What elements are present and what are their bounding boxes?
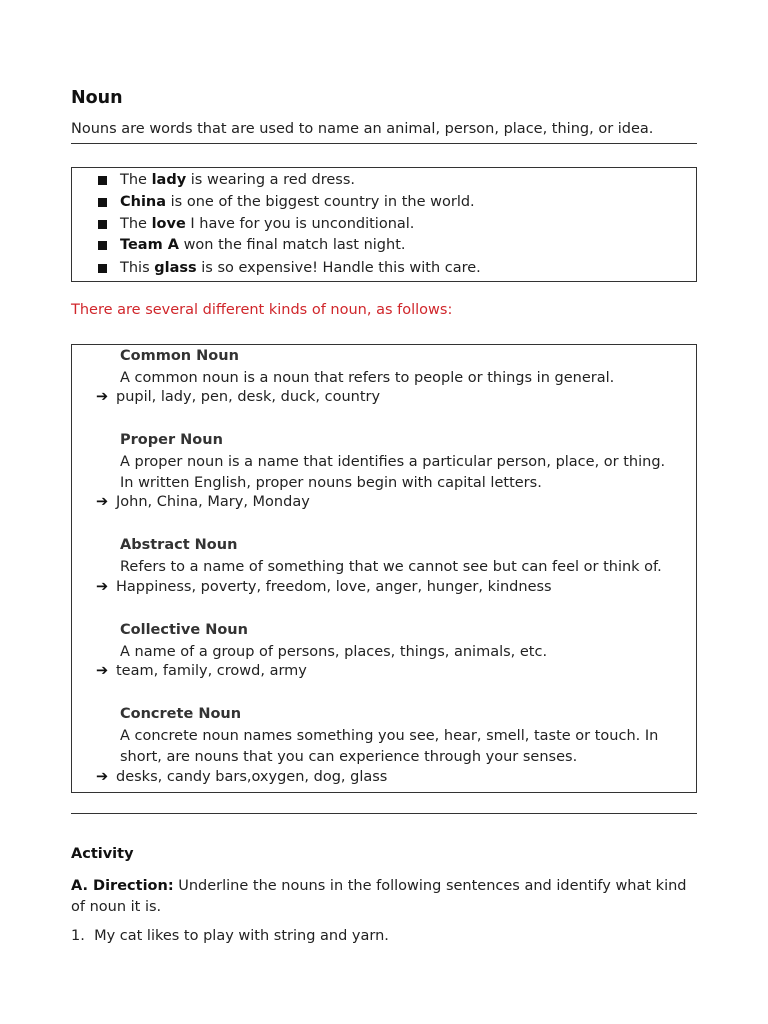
kind-name: Concrete Noun: [120, 706, 242, 722]
kind-examples: ➔ John, China, Mary, Monday: [96, 494, 310, 510]
kind-examples: ➔ desks, candy bars,oxygen, dog, glass: [96, 769, 388, 785]
arrow-right-icon: ➔: [96, 389, 109, 405]
arrow-right-icon: ➔: [96, 663, 109, 679]
kind-definition: A name of a group of persons, places, things, animals, etc.: [120, 644, 548, 660]
activity-item: 1. My cat likes to play with string and yarn.: [71, 928, 389, 944]
kind-definition: In written English, proper nouns begin with capital letters.: [120, 475, 542, 491]
kind-name: Collective Noun: [120, 622, 248, 638]
kind-definition: A proper noun is a name that identifies a particular person, place, or thing.: [120, 454, 666, 470]
page-title: Noun: [71, 88, 123, 108]
square-bullet-icon: [98, 176, 107, 185]
arrow-right-icon: ➔: [96, 579, 109, 595]
divider: [71, 813, 697, 814]
kind-definition: short, are nouns that you can experience through your senses.: [120, 749, 578, 765]
square-bullet-icon: [98, 264, 107, 273]
kind-definition: Refers to a name of something that we cannot see but can feel or think of.: [120, 559, 662, 575]
kinds-heading: There are several different kinds of noun, as follows:: [71, 302, 453, 318]
arrow-right-icon: ➔: [96, 494, 109, 510]
kind-examples: ➔ Happiness, poverty, freedom, love, anger, hunger, kindness: [96, 579, 552, 595]
examples-box: The lady is wearing a red dress. China is one of the biggest country in the world. The love I have for you is unconditional. Team A won the final match last night. This glass is so expensive! Handle this with care.: [71, 167, 697, 282]
kinds-box: [71, 344, 697, 793]
kind-name: Proper Noun: [120, 432, 223, 448]
kind-name: Common Noun: [120, 348, 239, 364]
divider: [71, 143, 697, 144]
activity-direction: A. Direction: Underline the nouns in the following sentences and identify what kind of noun it is.: [71, 878, 687, 915]
arrow-right-icon: ➔: [96, 769, 109, 785]
kind-examples: ➔ team, family, crowd, army: [96, 663, 307, 679]
kind-examples: ➔ pupil, lady, pen, desk, duck, country: [96, 389, 381, 405]
intro-text: Nouns are words that are used to name an animal, person, place, thing, or idea.: [71, 121, 654, 137]
square-bullet-icon: [98, 220, 107, 229]
kind-name: Abstract Noun: [120, 537, 238, 553]
square-bullet-icon: [98, 241, 107, 250]
kind-definition: A concrete noun names something you see, hear, smell, taste or touch. In: [120, 728, 659, 744]
square-bullet-icon: [98, 198, 107, 207]
activity-heading: Activity: [71, 846, 134, 862]
kind-definition: A common noun is a noun that refers to people or things in general.: [120, 370, 615, 386]
